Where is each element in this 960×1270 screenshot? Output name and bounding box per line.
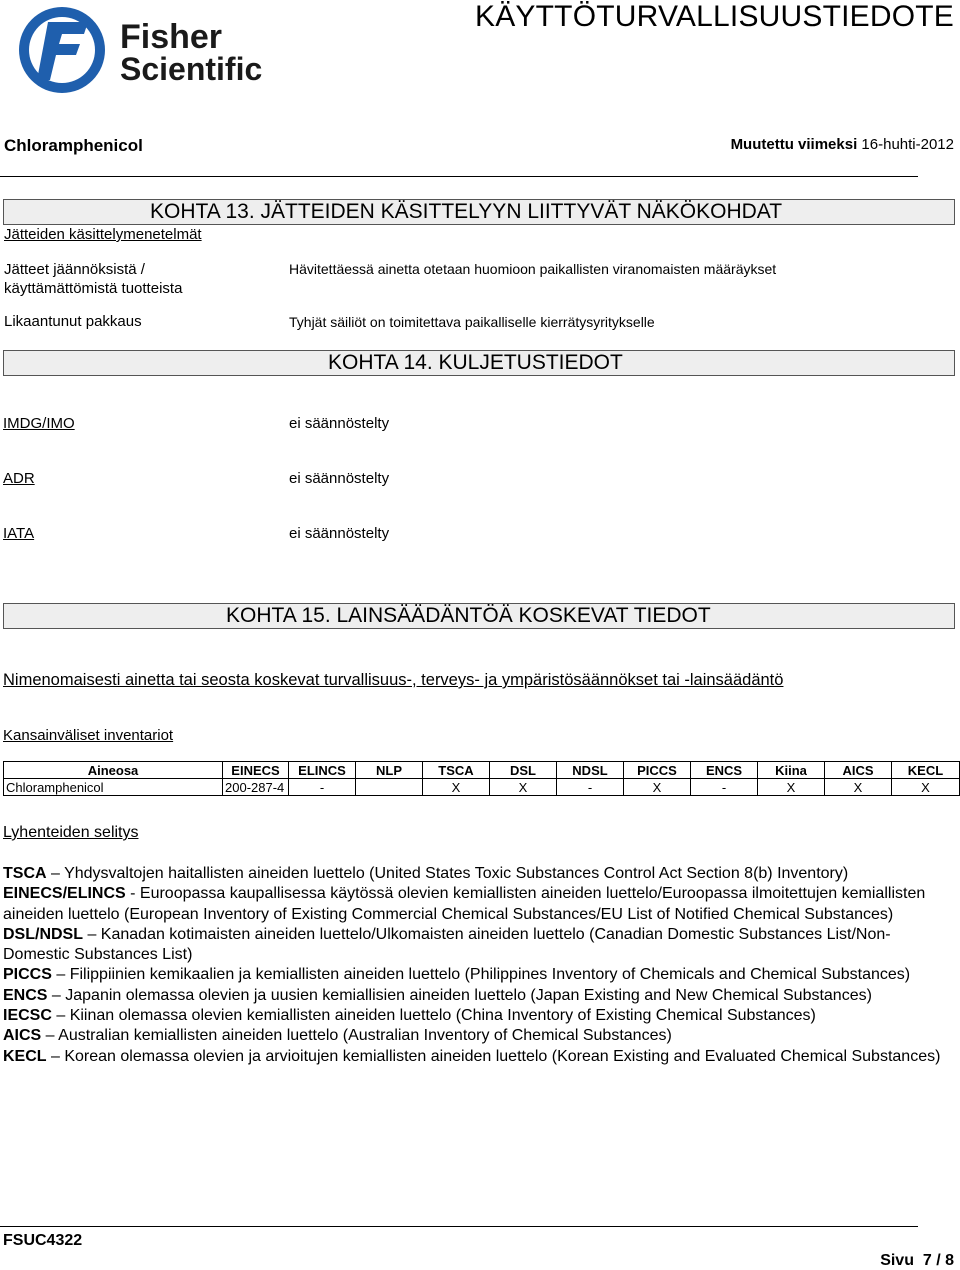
legend-sep: – bbox=[46, 1047, 65, 1065]
legend-abbr: KECL bbox=[3, 1047, 47, 1065]
legend-text: Euroopassa kaupallisessa käytössä olevien kemiallisten aineiden luettelo/Euroopassa ilmoitettujen kemiallisten aineiden luettelo (European Inventory of Existing Commercial Chemical Substances/EU List of Notified Chemical Substances) bbox=[3, 885, 926, 923]
abbreviation-legend bbox=[3, 864, 948, 1067]
section-15-title: KOHTA 15. LAINSÄÄDÄNTÖÄ KOSKEVAT TIEDOT bbox=[3, 603, 955, 629]
document-code: FSUC4322 bbox=[3, 1232, 83, 1249]
legend-item bbox=[3, 884, 948, 925]
column-header: KECL bbox=[892, 762, 960, 779]
table-cell: X bbox=[758, 779, 825, 796]
header-divider bbox=[0, 176, 918, 177]
legend-item bbox=[3, 1047, 948, 1067]
column-header: TSCA bbox=[423, 762, 490, 779]
label-line: käyttämättömistä tuotteista bbox=[4, 280, 183, 297]
legend-text: Kanadan kotimaisten aineiden luettelo/Ulkomaisten aineiden luettelo (Canadian Domestic Substances List/Non-Domestic Substances List) bbox=[3, 925, 891, 964]
legend-text: Kiinan olemassa olevien kemiallisten aineiden luettelo (China Inventory of Existing Chemical Substances) bbox=[69, 1007, 816, 1025]
table-cell: X bbox=[892, 779, 960, 796]
logo-text-scientific: Scientific bbox=[120, 51, 263, 87]
label-line: Jätteet jäännöksistä / bbox=[4, 261, 145, 278]
legend-item bbox=[3, 1006, 948, 1026]
section-13-title: KOHTA 13. JÄTTEIDEN KÄSITTELYYN LIITTYVÄT NÄKÖKOHDAT bbox=[3, 199, 955, 225]
legend-item bbox=[3, 1026, 948, 1046]
page-number: Sivu 7 / 8 bbox=[880, 1252, 954, 1269]
column-header: NLP bbox=[356, 762, 423, 779]
table-cell: - bbox=[691, 779, 758, 796]
document-title: KÄYTTÖTURVALLISUUSTIEDOTE bbox=[475, 0, 954, 33]
table-cell: 200-287-4 bbox=[223, 779, 289, 796]
legend-abbr: AICS bbox=[3, 1027, 42, 1045]
inventory-table bbox=[3, 761, 960, 796]
legend-text: Filippiinien kemikaalien ja kemiallisten aineiden luettelo (Philippines Inventory of Chemicals and Chemical Substances) bbox=[69, 966, 911, 984]
waste-residues-label bbox=[4, 260, 182, 298]
column-header: EINECS bbox=[223, 762, 289, 779]
legend-abbr: ENCS bbox=[3, 986, 48, 1004]
logo-text-fisher: Fisher bbox=[120, 18, 223, 56]
legend-item bbox=[3, 864, 948, 884]
legend-abbr: PICCS bbox=[3, 966, 52, 984]
table-row bbox=[4, 779, 960, 796]
table-cell: X bbox=[825, 779, 892, 796]
column-header: NDSL bbox=[557, 762, 624, 779]
legend-text: Australian kemiallisten aineiden luettelo (Australian Inventory of Chemical Substances) bbox=[58, 1027, 672, 1045]
inventories-heading: Kansainväliset inventariot bbox=[3, 727, 174, 744]
table-header-row bbox=[4, 762, 960, 779]
contaminated-packaging-value: Tyhjät säiliöt on toimitettava paikalliselle kierrätysyritykselle bbox=[289, 314, 655, 330]
revision-date-value: 16-huhti-2012 bbox=[861, 136, 954, 153]
column-header: AICS bbox=[825, 762, 892, 779]
regulations-heading: Nimenomaisesti ainetta tai seosta koskevat turvallisuus-, terveys- ja ympäristösäännökset tai -lainsäädäntö bbox=[3, 671, 784, 689]
legend-abbr: TSCA bbox=[3, 865, 47, 882]
column-header: DSL bbox=[490, 762, 557, 779]
legend-text: Japanin olemassa olevien ja uusien kemiallisien aineiden luettelo (Japan Existing and New Chemical Substances) bbox=[65, 986, 872, 1004]
legend-abbr: DSL/NDSL bbox=[3, 925, 83, 943]
table-cell: X bbox=[490, 779, 557, 796]
legend-text: Yhdysvaltojen haitallisten aineiden luettelo (United States Toxic Substances Control Act Section 8(b) Inventory) bbox=[64, 865, 849, 882]
table-cell: - bbox=[289, 779, 356, 796]
table-cell: X bbox=[624, 779, 691, 796]
column-header: ENCS bbox=[691, 762, 758, 779]
table-cell: X bbox=[423, 779, 490, 796]
transport-value-adr: ei säännöstelty bbox=[289, 470, 390, 487]
transport-value-imdg: ei säännöstelty bbox=[289, 415, 390, 432]
column-header: PICCS bbox=[624, 762, 691, 779]
legend-text: Korean olemassa olevien ja arvioitujen kemiallisten aineiden luettelo (Korean Existing and Evaluated Chemical Substances) bbox=[64, 1047, 941, 1065]
legend-sep: – bbox=[41, 1027, 59, 1045]
table-cell: - bbox=[557, 779, 624, 796]
legend-sep: - bbox=[125, 885, 140, 903]
legend-item bbox=[3, 986, 948, 1006]
legend-sep: – bbox=[83, 925, 101, 943]
legend-item bbox=[3, 925, 948, 966]
subheading-text: Jätteiden käsittelymenetelmät bbox=[4, 226, 202, 243]
fisher-scientific-logo bbox=[4, 0, 284, 108]
legend-sep: – bbox=[51, 1007, 70, 1025]
transport-label-iata: IATA bbox=[3, 525, 35, 542]
waste-residues-value: Hävitettäessä ainetta otetaan huomioon paikallisten viranomaisten määräykset bbox=[289, 261, 777, 277]
legend-abbr: IECSC bbox=[3, 1007, 52, 1025]
contaminated-packaging-label: Likaantunut pakkaus bbox=[4, 313, 142, 330]
legend-heading: Lyhenteiden selitys bbox=[3, 824, 139, 841]
section-14-title: KOHTA 14. KULJETUSTIEDOT bbox=[3, 350, 955, 376]
table-cell bbox=[356, 779, 423, 796]
legend-abbr: EINECS/ELINCS bbox=[3, 885, 126, 903]
column-header: ELINCS bbox=[289, 762, 356, 779]
transport-label-imdg: IMDG/IMO bbox=[3, 415, 75, 432]
legend-sep: – bbox=[47, 986, 66, 1004]
legend-sep: – bbox=[46, 865, 65, 882]
column-header: Aineosa bbox=[4, 762, 223, 779]
section-13-subheading bbox=[4, 226, 202, 243]
footer-divider bbox=[0, 1226, 918, 1227]
legend-sep: – bbox=[51, 966, 70, 984]
legend-item bbox=[3, 965, 948, 985]
column-header: Kiina bbox=[758, 762, 825, 779]
fisher-scientific-logo-icon bbox=[4, 0, 284, 108]
revision-label: Muutettu viimeksi bbox=[730, 136, 858, 153]
table-cell: Chloramphenicol bbox=[4, 779, 223, 796]
transport-label-adr: ADR bbox=[3, 470, 35, 487]
product-name: Chloramphenicol bbox=[4, 136, 143, 155]
transport-value-iata: ei säännöstelty bbox=[289, 525, 390, 542]
revision-date bbox=[731, 136, 954, 153]
